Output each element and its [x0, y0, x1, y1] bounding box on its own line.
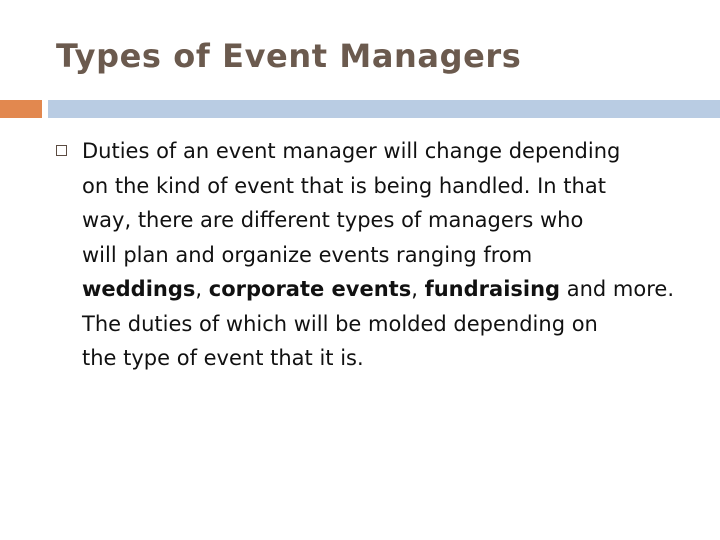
title-rule-bar	[48, 100, 720, 118]
paragraph-line-7: the type of event that it is.	[82, 346, 364, 370]
paragraph-line-1: Duties of an event manager will change depending	[82, 139, 621, 163]
title-rule-accent	[0, 100, 42, 118]
paragraph-line-2: on the kind of event that is being handled. In that	[82, 173, 606, 198]
bold-term-corporate-events: corporate events	[208, 277, 412, 301]
paragraph-line-5	[82, 272, 712, 307]
paragraph-line-5-tail: and more.	[560, 277, 675, 301]
bold-term-fundraising: fundraising	[424, 277, 561, 301]
slide-title: Types of Event Managers	[56, 37, 522, 75]
square-bullet-icon	[56, 145, 67, 156]
separator-comma-1: ,	[195, 277, 209, 301]
paragraph-line-3: way, there are different types of managers who	[82, 208, 584, 232]
paragraph-line-6: The duties of which will be molded depending on	[82, 311, 598, 336]
bold-term-weddings: weddings	[82, 277, 196, 301]
bullet-paragraph	[82, 134, 712, 376]
paragraph-line-4: will plan and organize events ranging from	[82, 242, 533, 267]
separator-comma-2: ,	[411, 277, 425, 301]
